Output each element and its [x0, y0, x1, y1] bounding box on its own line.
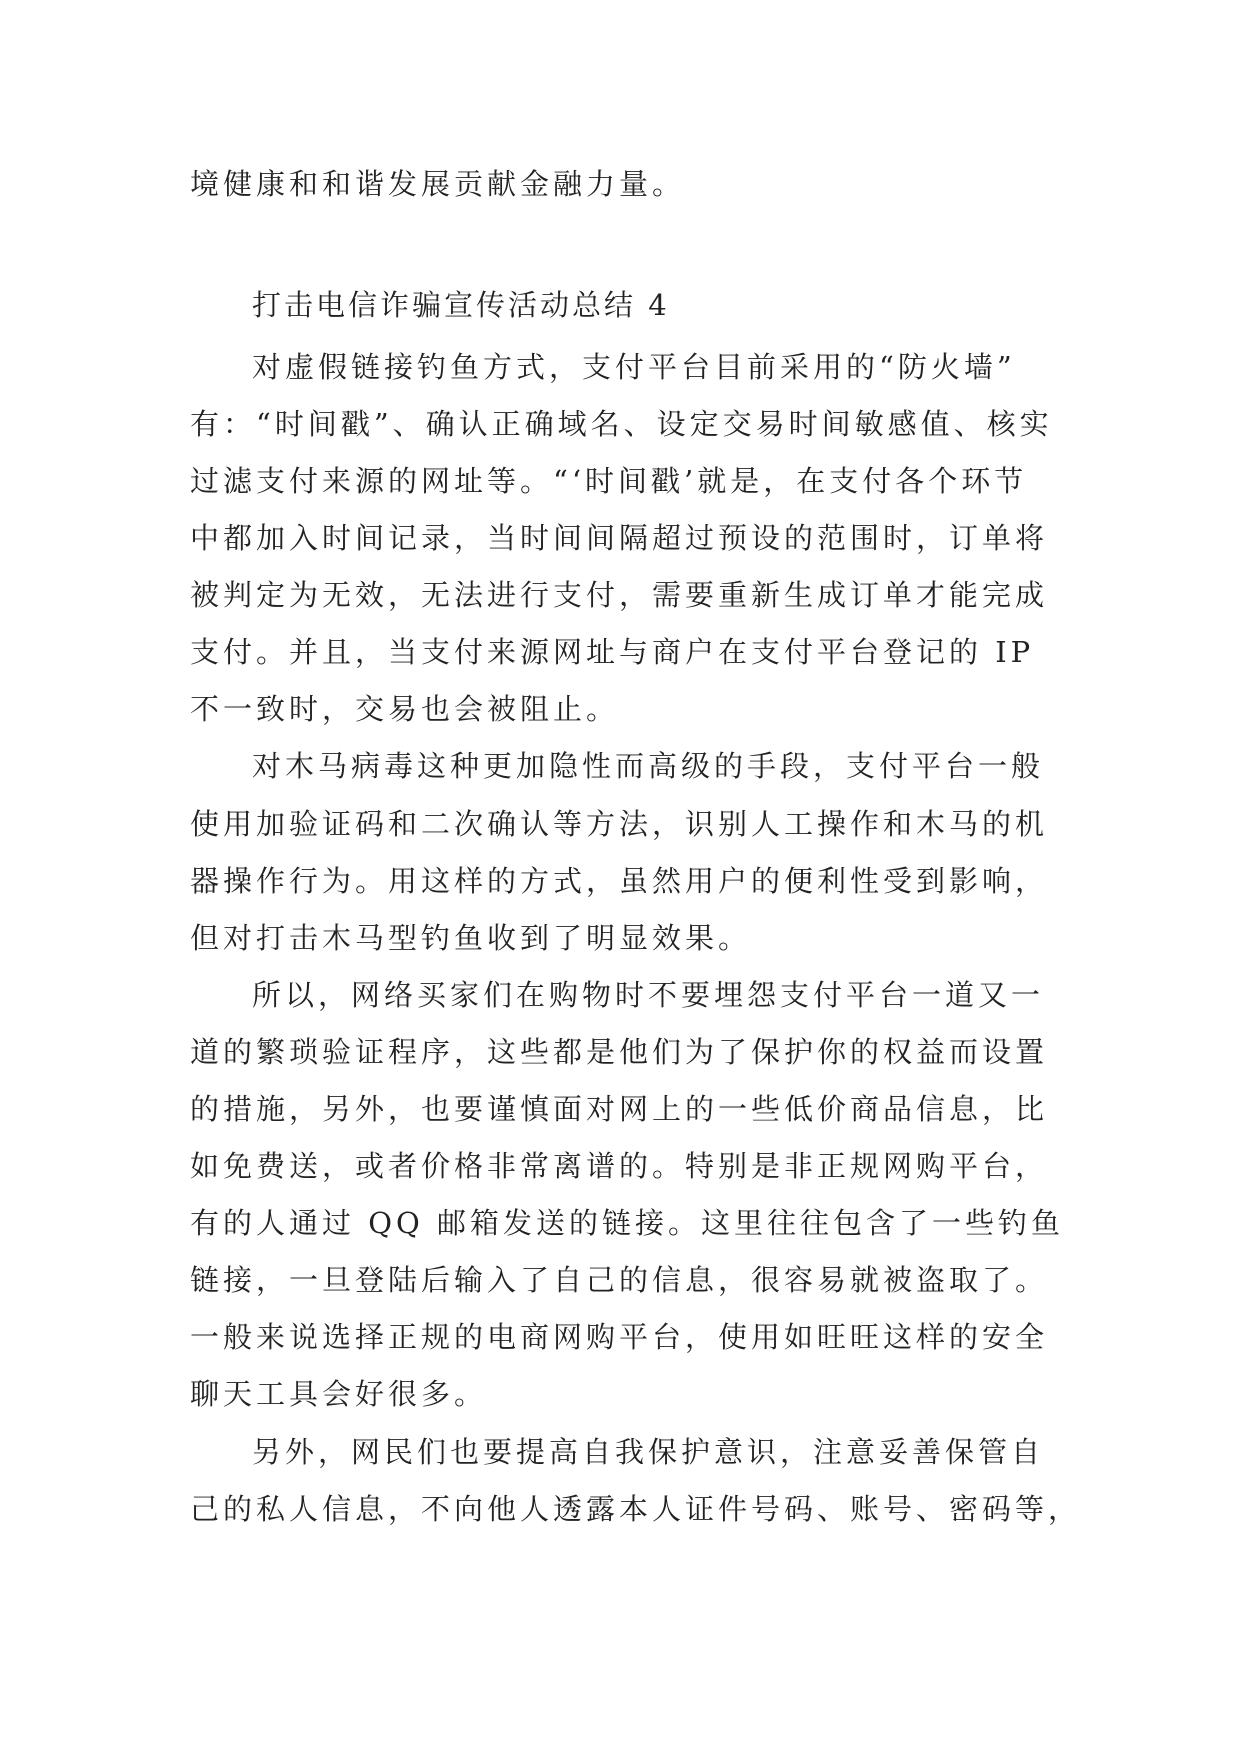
paragraph-line: 对木马病毒这种更加隐性而高级的手段，支付平台一般 — [252, 749, 1045, 783]
paragraph-line: 器操作行为。用这样的方式，虽然用户的便利性受到影响， — [190, 864, 1049, 898]
paragraph-line: 被判定为无效，无法进行支付，需要重新生成订单才能完成 — [190, 578, 1049, 612]
paragraph-line: 一般来说选择正规的电商网购平台，使用如旺旺这样的安全 — [190, 1320, 1049, 1354]
paragraph-line: 的措施，另外，也要谨慎面对网上的一些低价商品信息，比 — [190, 1092, 1049, 1126]
paragraph-line: 道的繁琐验证程序，这些都是他们为了保护你的权益而设置 — [190, 1035, 1049, 1069]
paragraph-line: 链接，一旦登陆后输入了自己的信息，很容易就被盗取了。 — [190, 1263, 1049, 1297]
paragraph-line: 如免费送，或者价格非常离谱的。特别是非正规网购平台， — [190, 1149, 1049, 1183]
paragraph-line: 有：“时间戳”、确认正确域名、设定交易时间敏感值、核实 — [190, 407, 1053, 441]
paragraph-line: 有的人通过 QQ 邮箱发送的链接。这里往往包含了一些钓鱼 — [190, 1206, 1064, 1240]
paragraph-line: 过滤支付来源的网址等。“‘时间戳’就是，在支付各个环节 — [190, 464, 1028, 498]
paragraph-line: 所以，网络买家们在购物时不要埋怨支付平台一道又一 — [252, 978, 1045, 1012]
paragraph-line: 但对打击木马型钓鱼收到了明显效果。 — [190, 921, 752, 955]
paragraph-line: 对虚假链接钓鱼方式，支付平台目前采用的“防火墙” — [252, 350, 1016, 384]
paragraph-line: 另外，网民们也要提高自我保护意识，注意妥善保管自 — [252, 1435, 1045, 1469]
text-line: 境健康和和谐发展贡献金融力量。 — [190, 167, 686, 201]
paragraph-line: 不一致时，交易也会被阻止。 — [190, 692, 620, 726]
paragraph-line: 中都加入时间记录，当时间间隔超过预设的范围时，订单将 — [190, 521, 1049, 555]
paragraph-line: 聊天工具会好很多。 — [190, 1377, 488, 1411]
section-title: 打击电信诈骗宣传活动总结 4 — [252, 288, 670, 322]
paragraph-line: 使用加验证码和二次确认等方法，识别人工操作和木马的机 — [190, 807, 1049, 841]
paragraph-line: 己的私人信息，不向他人透露本人证件号码、账号、密码等， — [190, 1492, 1082, 1526]
paragraph-line: 支付。并且，当支付来源网址与商户在支付平台登记的 IP — [190, 635, 1035, 669]
